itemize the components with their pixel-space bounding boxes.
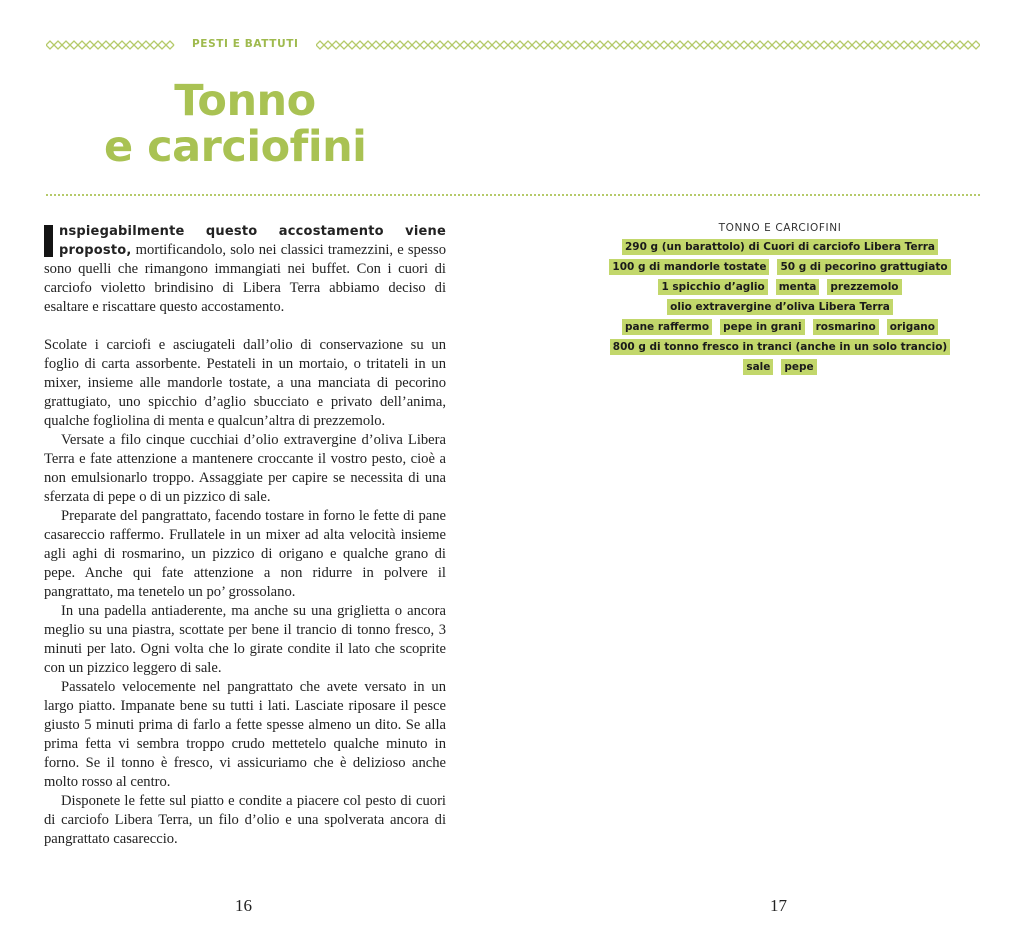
ingredients-row	[600, 298, 960, 315]
body-paragraph: Scolate i carciofi e asciugateli dall’olio di conservazione su un foglio di carta assorbente. Pestateli in un mortaio, o tritateli in un mixer, insieme alle mandorle tostate, a una manciata di pecorino grattugiato, uno spicchio d’aglio sbucciato e privato dell’anima, qualche fogliolina di menta e qualcun’altra di prezzemolo.	[44, 337, 446, 429]
body-paragraph-intro	[44, 222, 446, 317]
ingredient-item: pane raffermo	[622, 319, 712, 335]
body-paragraph: Disponete le fette sul piatto e condite a piacere col pesto di cuori di carciofo Libera Terra, un filo d’olio e una spolverata ancora di pangrattato casareccio.	[44, 793, 446, 847]
ingredient-item: menta	[776, 279, 820, 295]
recipe-body	[44, 222, 446, 849]
ingredient-item: olio extravergine d’oliva Libera Terra	[667, 299, 893, 315]
ingredients-list	[600, 238, 960, 375]
body-paragraph: Versate a filo cinque cucchiai d’olio extravergine d’oliva Libera Terra e fate attenzione a mantenere croccante il vostro pesto, cioè a non emulsionarlo troppo. Assaggiate per capire se necessita di una sferzata di pepe o di un pizzico di sale.	[44, 432, 446, 505]
lead-bold-text: nspiegabilmente questo accostamento viene proposto,	[59, 224, 446, 258]
ingredient-item: 290 g (un barattolo) di Cuori di carciofo Libera Terra	[622, 239, 938, 255]
ingredients-row	[600, 358, 960, 375]
recipe-title-line1: Tonno	[174, 76, 316, 126]
ingredients-row	[600, 238, 960, 255]
ingredients-row	[600, 338, 960, 355]
body-paragraph: Passatelo velocemente nel pangrattato che avete versato in un largo piatto. Impanate bene su tutti i lati. Lasciate riposare il pesce giusto 5 minuti prima di farlo a fette spesse almeno un dito. Se alla prima fetta vi sembra troppo crudo mettetelo qualche minuto in forno. Se il tonno è fresco, vi assicuriamo che è delizioso anche molto rosso al centro.	[44, 679, 446, 790]
ingredient-item: 800 g di tonno fresco in tranci (anche in un solo trancio)	[610, 339, 950, 355]
ingredients-row	[600, 318, 960, 335]
body-paragraph: In una padella antiaderente, ma anche su una griglietta o ancora meglio su una piastra, scottate per bene il trancio di tonno fresco, 3 minuti per lato. Ogni volta che lo girate condite il lato che scoprite con un pizzico leggero di sale.	[44, 603, 446, 676]
intro-text: mortificandolo, solo nei classici tramezzini, e spesso sono quelli che rimangono immangiati nei buffet. Con i cuori di carciofo violetto brindisino di Libera Terra abbiamo deciso di esaltare e riscattare questo accostamento.	[44, 242, 446, 315]
zigzag-ornament-right	[316, 40, 980, 50]
page-number-right: 17	[770, 896, 787, 915]
body-paragraph: Preparate del pangrattato, facendo tostare in forno le fette di pane casareccio raffermo. Frullatele in un mixer ad alta velocità insieme agli aghi di rosmarino, un pizzico di origano e qualche grano di pepe. Anche qui fate attenzione a non ridurre in polvere il pangrattato, ma tenetelo un po’ grossolano.	[44, 508, 446, 600]
ingredient-item: pepe	[781, 359, 816, 375]
dotted-divider	[46, 194, 980, 196]
recipe-title-line2: e carciofini	[104, 122, 367, 172]
ingredient-item: 1 spicchio d’aglio	[658, 279, 767, 295]
ingredient-item: origano	[887, 319, 938, 335]
ingredient-item: prezzemolo	[827, 279, 901, 295]
ingredients-title: TONNO E CARCIOFINI	[718, 222, 842, 234]
section-label: PESTI E BATTUTI	[192, 38, 299, 50]
ingredient-item: sale	[743, 359, 773, 375]
ingredients-row	[600, 278, 960, 295]
ingredients-box	[600, 222, 960, 378]
ingredient-item: 50 g di pecorino grattugiato	[777, 259, 950, 275]
drop-cap-icon	[44, 225, 53, 257]
ingredient-item: rosmarino	[813, 319, 879, 335]
ingredient-item: pepe in grani	[720, 319, 805, 335]
zigzag-ornament-left	[46, 40, 176, 50]
ingredients-row	[600, 258, 960, 275]
ingredient-item: 100 g di mandorle tostate	[609, 259, 769, 275]
page-number-left: 16	[235, 896, 252, 915]
